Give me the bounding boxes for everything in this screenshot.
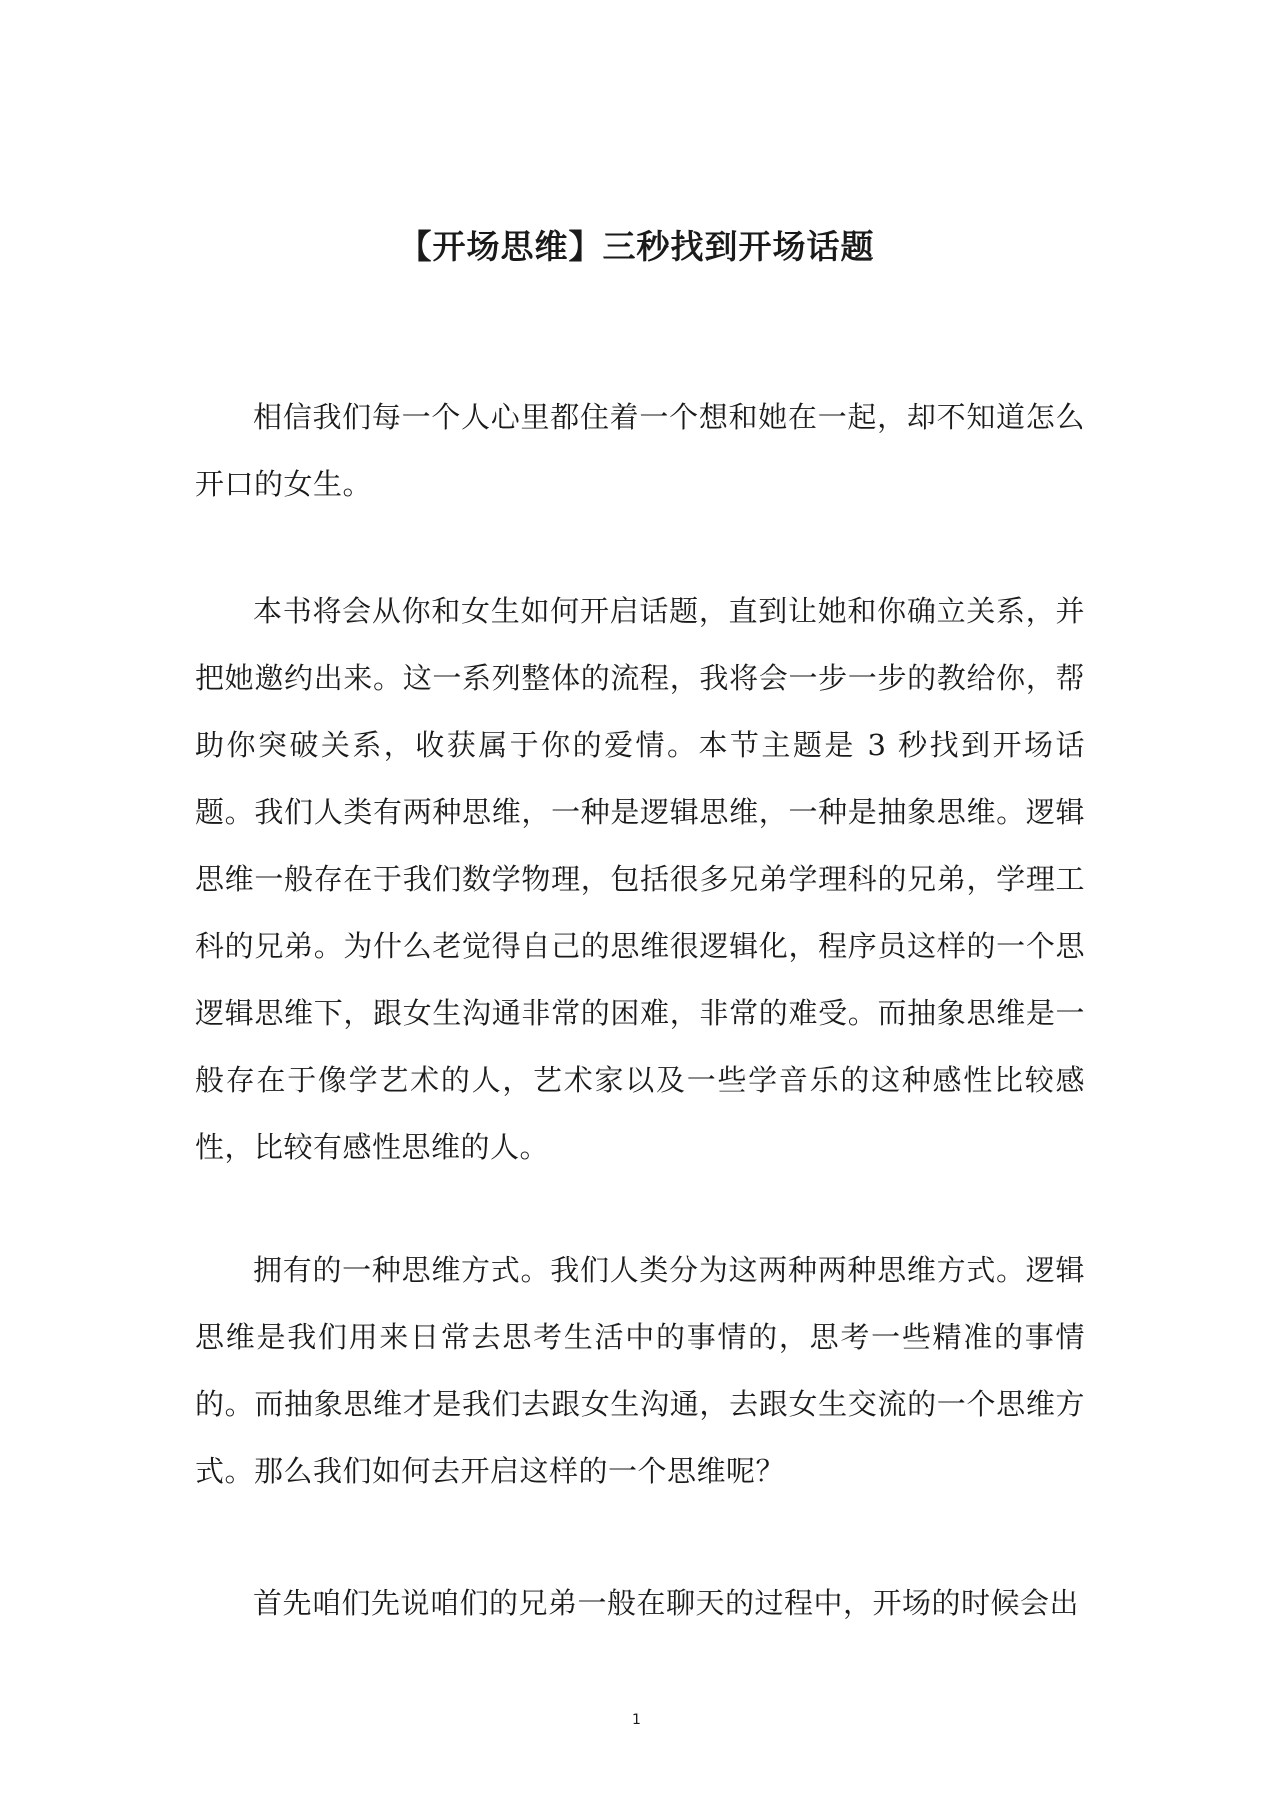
paragraph-book-overview: 本书将会从你和女生如何开启话题，直到让她和你确立关系，并把她邀约出来。这一系列整体的流程，我将会一步一步的教给你，帮助你突破关系，收获属于你的爱情。本节主题是 3 秒找到开场话题。我们人类有两种思维，一种是逻辑思维，一种是抽象思维。逻辑思维一般存在于我们数学物理，包括很多兄弟学理科的兄弟，学理工科的兄弟。为什么老觉得自己的思维很逻辑化，程序员这样的一个思逻辑思维下，跟女生沟通非常的困难，非常的难受。而抽象思维是一般存在于像学艺术的人，艺术家以及一些学音乐的这种感性比较感性，比较有感性思维的人。 — [195, 594, 1085, 1164]
paragraph-intro: 相信我们每一个人心里都住着一个想和她在一起，却不知道怎么开口的女生。 — [195, 400, 1085, 501]
page-number: 1 — [632, 1712, 641, 1728]
paragraph-thinking-modes: 拥有的一种思维方式。我们人类分为这两种两种思维方式。逻辑思维是我们用来日常去思考生活中的事情的，思考一些精准的事情的。而抽象思维才是我们去跟女生沟通，去跟女生交流的一个思维方式。那么我们如何去开启这样的一个思维呢？ — [195, 1253, 1085, 1488]
document-title: 【开场思维】三秒找到开场话题 — [398, 227, 875, 266]
paragraph-opening-chat: 首先咱们先说咱们的兄弟一般在聊天的过程中，开场的时候会出 — [253, 1586, 1080, 1620]
